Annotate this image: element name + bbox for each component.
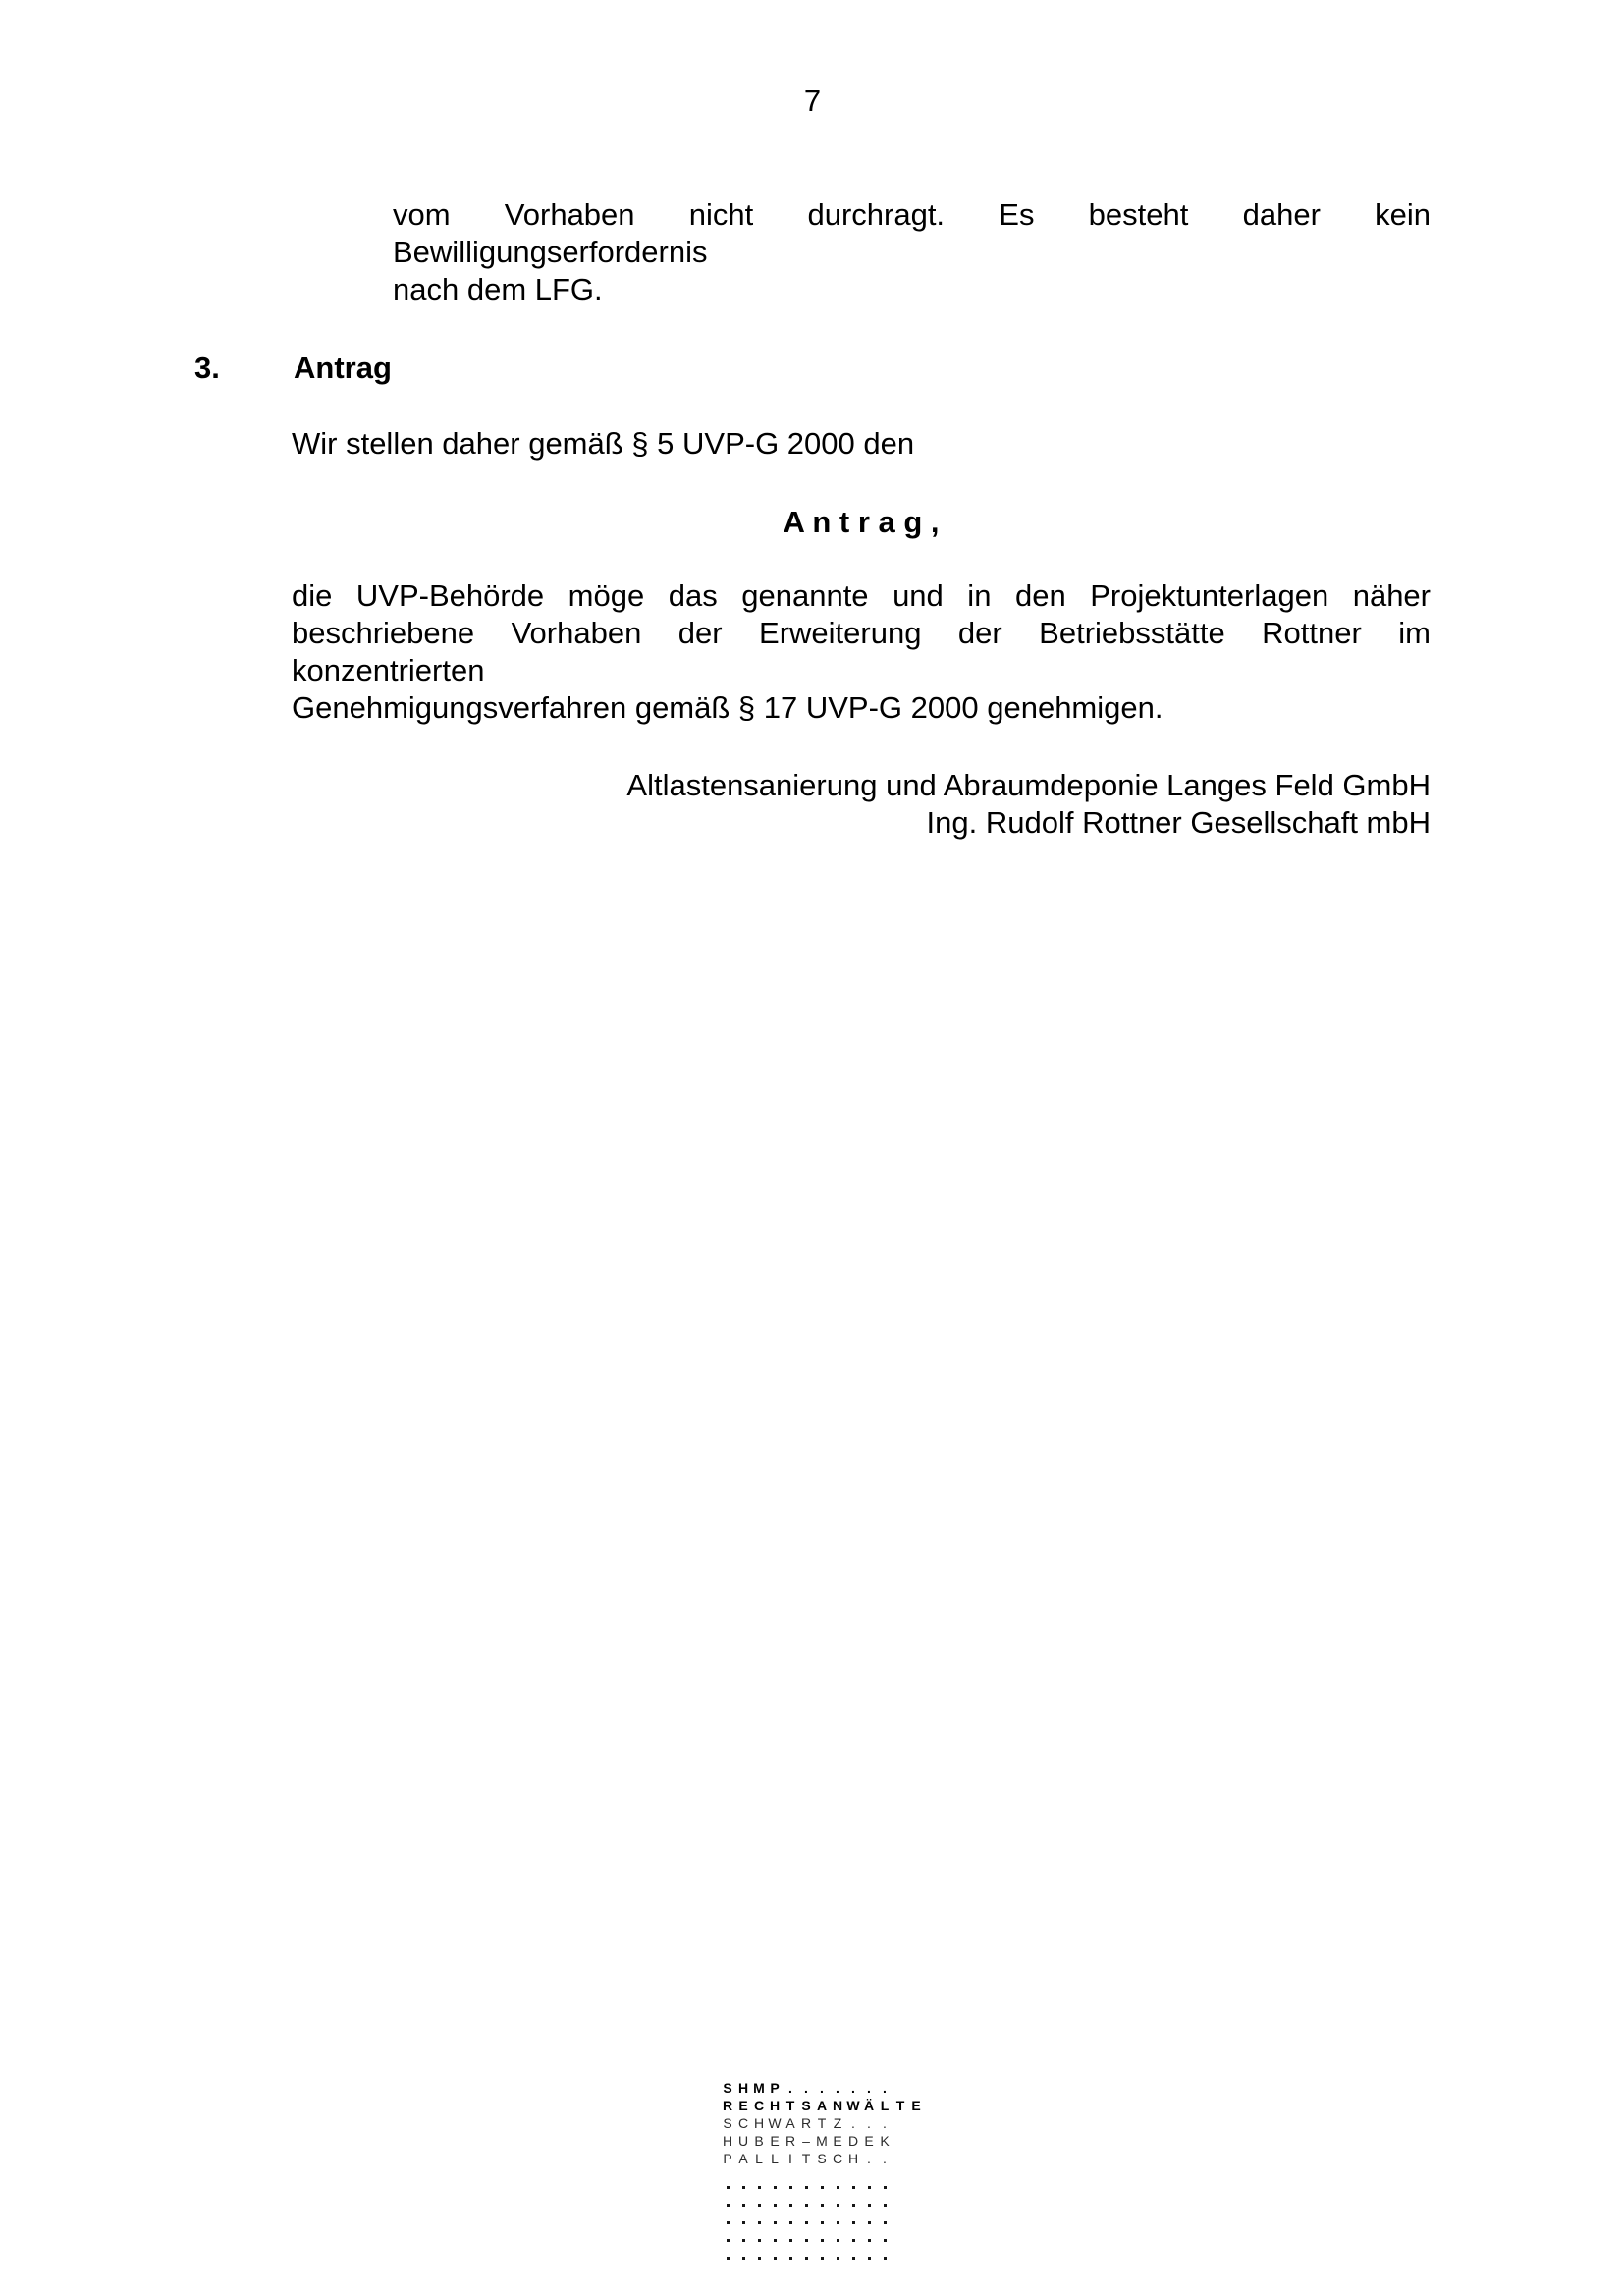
logo-dot — [727, 2239, 730, 2242]
signature-block — [292, 767, 1431, 842]
logo-dot — [884, 2257, 887, 2260]
logo-text-rows — [720, 2079, 924, 2167]
logo-dot — [837, 2257, 839, 2260]
logo-dot — [727, 2204, 730, 2207]
page-number: 7 — [803, 83, 822, 118]
logo-dot — [868, 2186, 871, 2189]
logo-dot-row — [720, 2249, 924, 2267]
logo-dot — [852, 2221, 855, 2224]
logo-dot — [742, 2257, 745, 2260]
logo-dot — [758, 2257, 761, 2260]
logo-text-row: S C H W A R T Z . . . — [723, 2115, 887, 2131]
logo-dot — [821, 2239, 824, 2242]
logo-dot — [821, 2204, 824, 2207]
logo-text-row: R E C H T S A N W Ä L T E — [722, 2098, 921, 2113]
logo-dot — [774, 2221, 777, 2224]
logo-text-row: S H M P . . . . . . . — [723, 2080, 887, 2096]
request-paragraph-line-3: Genehmigungsverfahren gemäß § 17 UVP-G 2000 genehmigen. — [292, 690, 1163, 725]
logo-dot — [805, 2257, 808, 2260]
logo-dot — [837, 2221, 839, 2224]
logo-dot-row — [720, 2178, 924, 2196]
logo-dot — [805, 2204, 808, 2207]
logo-dot — [852, 2186, 855, 2189]
logo-dot — [758, 2221, 761, 2224]
logo-dot — [884, 2186, 887, 2189]
logo-dot — [868, 2204, 871, 2207]
request-intro-line: Wir stellen daher gemäß § 5 UVP-G 2000 den — [292, 426, 915, 461]
logo-dot — [727, 2186, 730, 2189]
logo-dot — [742, 2221, 745, 2224]
logo-dot — [742, 2239, 745, 2242]
logo-dot — [837, 2239, 839, 2242]
logo-dot — [774, 2204, 777, 2207]
request-paragraph-line-2: beschriebene Vorhaben der Erweiterung der Betriebsstätte Rottner im konzentrierten — [292, 616, 1431, 687]
logo-dot — [742, 2204, 745, 2207]
logo-dot — [789, 2257, 792, 2260]
logo-dot — [742, 2186, 745, 2189]
section-number: 3. — [194, 351, 220, 385]
logo-dot — [774, 2239, 777, 2242]
request-paragraph-line-1: die UVP-Behörde möge das genannte und in den Projektunterlagen näher — [292, 578, 1431, 613]
logo-dot — [837, 2186, 839, 2189]
logo-dot — [789, 2204, 792, 2207]
logo-dot — [789, 2221, 792, 2224]
logo-dot — [805, 2239, 808, 2242]
logo-text-row: P A L L I T S C H . . — [723, 2151, 887, 2166]
logo-dot — [774, 2186, 777, 2189]
signature-line-2: Ing. Rudolf Rottner Gesellschaft mbH — [926, 805, 1431, 840]
request-paragraph — [292, 577, 1431, 727]
logo-dot — [868, 2257, 871, 2260]
logo-dot — [758, 2239, 761, 2242]
logo-dot — [789, 2186, 792, 2189]
logo-dot — [758, 2204, 761, 2207]
logo-text-row: H U B E R – M E D E K — [722, 2133, 890, 2149]
logo-dot — [821, 2257, 824, 2260]
intro-paragraph-line-2: nach dem LFG. — [393, 272, 603, 306]
signature-line-1: Altlastensanierung und Abraumdeponie Langes Feld GmbH — [626, 768, 1431, 802]
logo-dot — [884, 2221, 887, 2224]
logo-dot — [821, 2186, 824, 2189]
logo-dot — [727, 2257, 730, 2260]
logo-dot — [852, 2257, 855, 2260]
logo-dot — [837, 2204, 839, 2207]
logo-dot-row — [720, 2196, 924, 2214]
section-heading — [194, 350, 1431, 387]
request-word: A n t r a g , — [783, 505, 940, 539]
logo-dot — [884, 2204, 887, 2207]
logo-dot — [884, 2239, 887, 2242]
logo-dot — [774, 2257, 777, 2260]
logo-dot — [789, 2239, 792, 2242]
logo-dot — [805, 2221, 808, 2224]
logo-dot — [868, 2221, 871, 2224]
section-title: Antrag — [294, 351, 392, 385]
logo-dot — [727, 2221, 730, 2224]
intro-paragraph-line-1: vom Vorhaben nicht durchragt. Es besteht daher kein Bewilligungserfordernis — [393, 197, 1431, 269]
logo-dot — [805, 2186, 808, 2189]
logo-dot — [852, 2239, 855, 2242]
firm-logo — [720, 2079, 924, 2267]
logo-dot — [868, 2239, 871, 2242]
logo-dot — [852, 2204, 855, 2207]
logo-dot — [821, 2221, 824, 2224]
intro-paragraph — [393, 196, 1431, 308]
logo-dot-row — [720, 2231, 924, 2249]
logo-dot-row — [720, 2214, 924, 2231]
logo-dot-grid — [720, 2178, 924, 2267]
logo-dot — [758, 2186, 761, 2189]
